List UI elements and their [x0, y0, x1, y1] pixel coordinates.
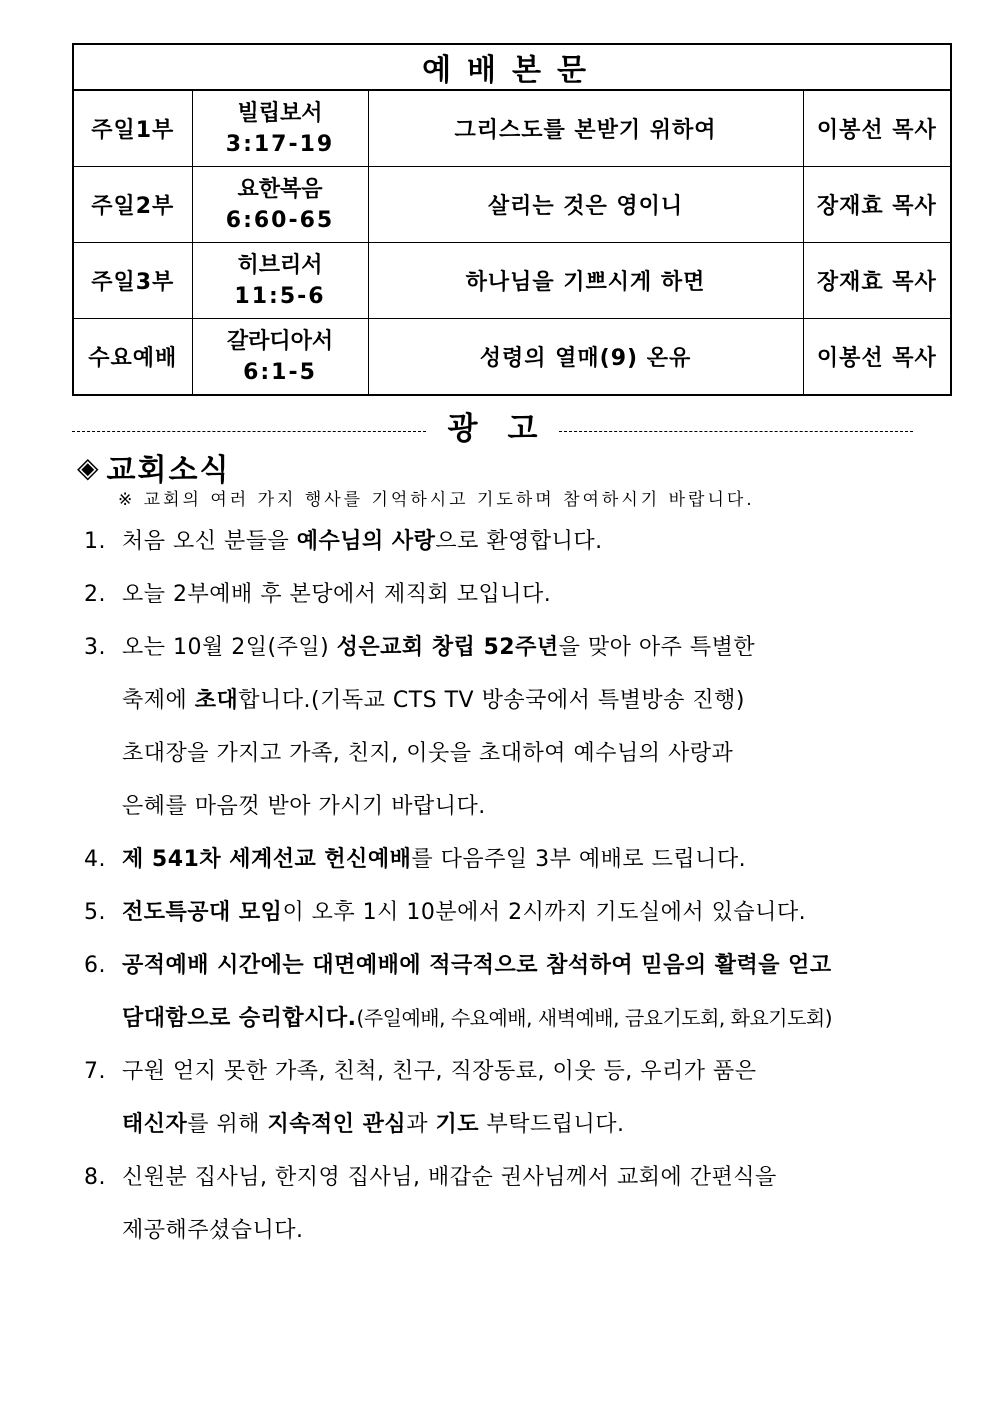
service-name: 주일3부: [73, 243, 192, 319]
item-text: 제공해주셨습니다.: [122, 1218, 304, 1243]
list-item: [84, 568, 864, 621]
item-text: 을 맞아 아주 특별한: [558, 635, 756, 660]
table-row: [73, 167, 951, 243]
item-text: 오는 10월 2일(주일): [122, 635, 337, 660]
item-text: 으로 환영합니다.: [435, 529, 603, 554]
preacher: 장재효 목사: [803, 167, 951, 243]
item-text-bold: 전도특공대 모임: [122, 900, 283, 925]
item-number: 6.: [84, 953, 106, 978]
item-text-bold: 제 541차 세계선교 헌신예배: [122, 847, 412, 872]
list-item: [84, 939, 864, 1045]
preacher: 이봉선 목사: [803, 319, 951, 396]
scripture-book: 빌립보서: [237, 100, 323, 126]
preacher: 장재효 목사: [803, 243, 951, 319]
section-title-text: 교회소식: [106, 453, 231, 488]
item-number: 8.: [84, 1165, 106, 1190]
sermon-title: 하나님을 기쁘시게 하면: [368, 243, 803, 319]
item-text: 과: [406, 1112, 436, 1137]
item-number: 3.: [84, 635, 106, 660]
preacher: 이봉선 목사: [803, 90, 951, 167]
table-row: [73, 319, 951, 396]
list-item: [84, 515, 864, 568]
item-text: 신원분 집사님, 한지영 집사님, 배갑순 권사님께서 교회에 간편식을: [122, 1165, 777, 1190]
scripture-book: 히브리서: [237, 252, 323, 278]
scripture: [192, 90, 368, 167]
scripture: [192, 243, 368, 319]
dashed-line-left: [72, 431, 426, 432]
list-item: [84, 833, 864, 886]
service-name: 수요예배: [73, 319, 192, 396]
item-text: 초대장을 가지고 가족, 친지, 이웃을 초대하여 예수님의 사랑과: [122, 741, 734, 766]
scripture-ref: 6:60-65: [225, 207, 335, 233]
list-item: [84, 886, 864, 939]
item-text: 오늘 2부예배 후 본당에서 제직회 모입니다.: [122, 582, 552, 607]
scripture: [192, 319, 368, 396]
item-text-bold: 공적예배 시간에는 대면예배에 적극적으로 참석하여 믿음의 활력을 얻고: [122, 953, 832, 978]
item-text: 은혜를 마음껏 받아 가시기 바랍니다.: [122, 794, 486, 819]
item-text-bold: 예수님의 사랑: [296, 529, 436, 554]
list-item: [84, 1045, 864, 1151]
scripture-book: 요한복음: [237, 176, 323, 202]
scripture-ref: 11:5-6: [234, 283, 326, 309]
sermon-table: [72, 43, 952, 396]
sermon-title: 살리는 것은 영이니: [368, 167, 803, 243]
service-name: 주일2부: [73, 167, 192, 243]
sermon-title: 성령의 열매(9) 온유: [368, 319, 803, 396]
section-note: ※ 교회의 여러 가지 행사를 기억하시고 기도하며 참여하시기 바랍니다.: [118, 490, 755, 510]
list-item: [84, 1151, 864, 1257]
item-text: 를 다음주일 3부 예배로 드립니다.: [411, 847, 747, 872]
scripture-ref: 6:1-5: [243, 359, 317, 385]
table-row: [73, 90, 951, 167]
item-number: 5.: [84, 900, 106, 925]
section-title: [77, 445, 230, 489]
service-name: 주일1부: [73, 90, 192, 167]
item-text-bold: 태신자: [122, 1112, 188, 1137]
scripture: [192, 167, 368, 243]
table-title: 예배본문: [73, 44, 951, 90]
item-text-bold: 초대: [194, 688, 239, 713]
scripture-ref: 3:17-19: [225, 131, 335, 157]
item-text-bold: 지속적인 관심: [267, 1112, 407, 1137]
table-row: [73, 243, 951, 319]
item-text-bold: 기도: [435, 1112, 479, 1137]
item-text: 합니다.(기독교 CTS TV 방송국에서 특별방송 진행): [238, 688, 745, 713]
announcement-list: [84, 515, 864, 1257]
item-text-bold: 성은교회 창립 52주년: [336, 635, 559, 660]
ads-divider: [72, 405, 913, 445]
item-text: 부탁드립니다.: [478, 1112, 625, 1137]
item-number: 4.: [84, 847, 106, 872]
item-text-bold: 담대함으로 승리합시다.: [122, 1006, 357, 1031]
list-item: [84, 621, 864, 833]
item-text: 축제에: [122, 688, 195, 713]
item-number: 7.: [84, 1059, 106, 1084]
item-text: 를 위해: [187, 1112, 268, 1137]
sermon-title: 그리스도를 본받기 위하여: [368, 90, 803, 167]
item-text: 이 오후 1시 10분에서 2시까지 기도실에서 있습니다.: [282, 900, 807, 925]
item-text: 구원 얻지 못한 가족, 친척, 친구, 직장동료, 이웃 등, 우리가 품은: [122, 1059, 757, 1084]
item-text-small: (주일예배, 수요예배, 새벽예배, 금요기도회, 화요기도회): [356, 1006, 833, 1030]
diamond-icon: ◈: [77, 450, 99, 484]
dashed-line-right: [559, 431, 913, 432]
item-number: 2.: [84, 582, 106, 607]
scripture-book: 갈라디아서: [226, 328, 334, 354]
ads-heading: 광고: [447, 410, 568, 447]
item-text: 처음 오신 분들을: [122, 529, 297, 554]
item-number: 1.: [84, 529, 106, 554]
